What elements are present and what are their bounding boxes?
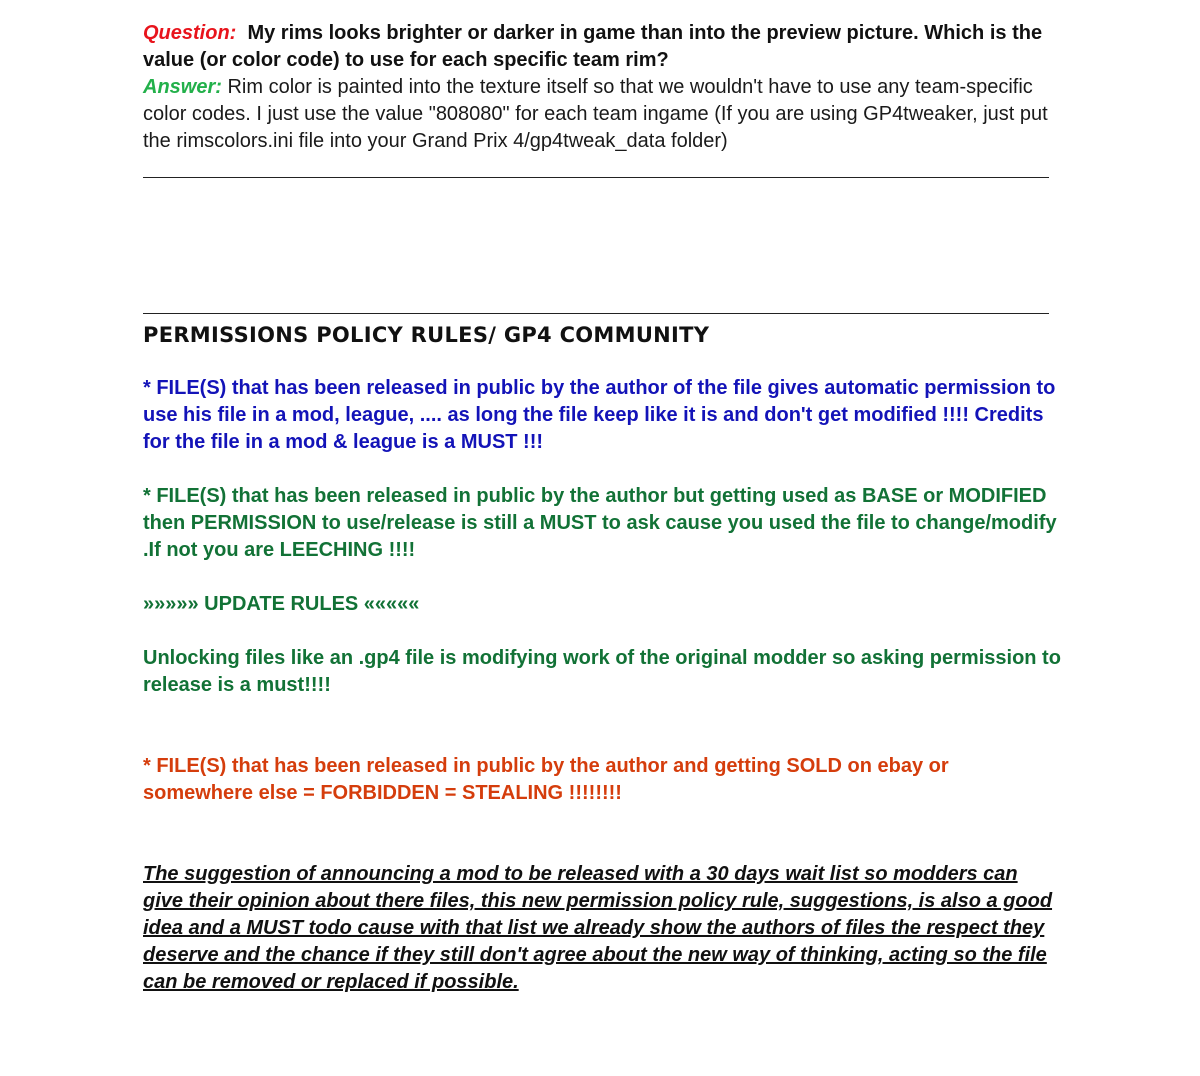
document-page — [143, 20, 1063, 996]
faq-question — [143, 20, 1063, 74]
rule-modified-file: * FILE(S) that has been released in public by the author but getting used as BASE or MODIFIED then PERMISSION to use/release is still a MUST to ask cause you used the file to change/modify .If not you are LEECHING !!!! — [143, 485, 1057, 561]
rule-public-release: * FILE(S) that has been released in public by the author of the file gives automatic permission to use his file in a mod, league, .... as long the file keep like it is and don't get modified !!!! Credits for the file in a mod & league is a MUST !!! — [143, 377, 1056, 453]
rule-unlocking-files: Unlocking files like an .gp4 file is modifying work of the original modder so asking permission to release is a must!!!! — [143, 647, 1061, 696]
question-label: Question: — [143, 22, 237, 44]
divider-bottom — [143, 313, 1049, 314]
answer-label: Answer: — [143, 76, 222, 98]
faq-answer — [143, 74, 1063, 155]
suggestion-paragraph: The suggestion of announcing a mod to be released with a 30 days wait list so modders can give their opinion about there files, this new permission policy rule, suggestions, is also a good idea and a MUST todo cause with that list we already show the authors of files the respect they deserve and the chance if they still don't agree about the new way of thinking, acting so the file can be removed or replaced if possible. — [143, 863, 1053, 993]
rule-sold-files: * FILE(S) that has been released in public by the author and getting SOLD on ebay or somewhere else = FORBIDDEN = STEALING !!!!!!!! — [143, 755, 949, 804]
answer-text: Rim color is painted into the texture itself so that we wouldn't have to use any team-specific color codes. I just use the value "808080" for each team ingame (If you are using GP4tweaker, just put the rimscolors.ini file into your Grand Prix 4/gp4tweak_data folder) — [143, 76, 1048, 152]
update-rules-heading: »»»»» UPDATE RULES ««««« — [143, 593, 420, 615]
question-text: My rims looks brighter or darker in game than into the preview picture. Which is the value (or color code) to use for each specific team rim? — [143, 22, 1043, 71]
policy-heading: PERMISSIONS POLICY RULES/ GP4 COMMUNITY — [143, 323, 710, 347]
divider-top — [143, 177, 1049, 178]
